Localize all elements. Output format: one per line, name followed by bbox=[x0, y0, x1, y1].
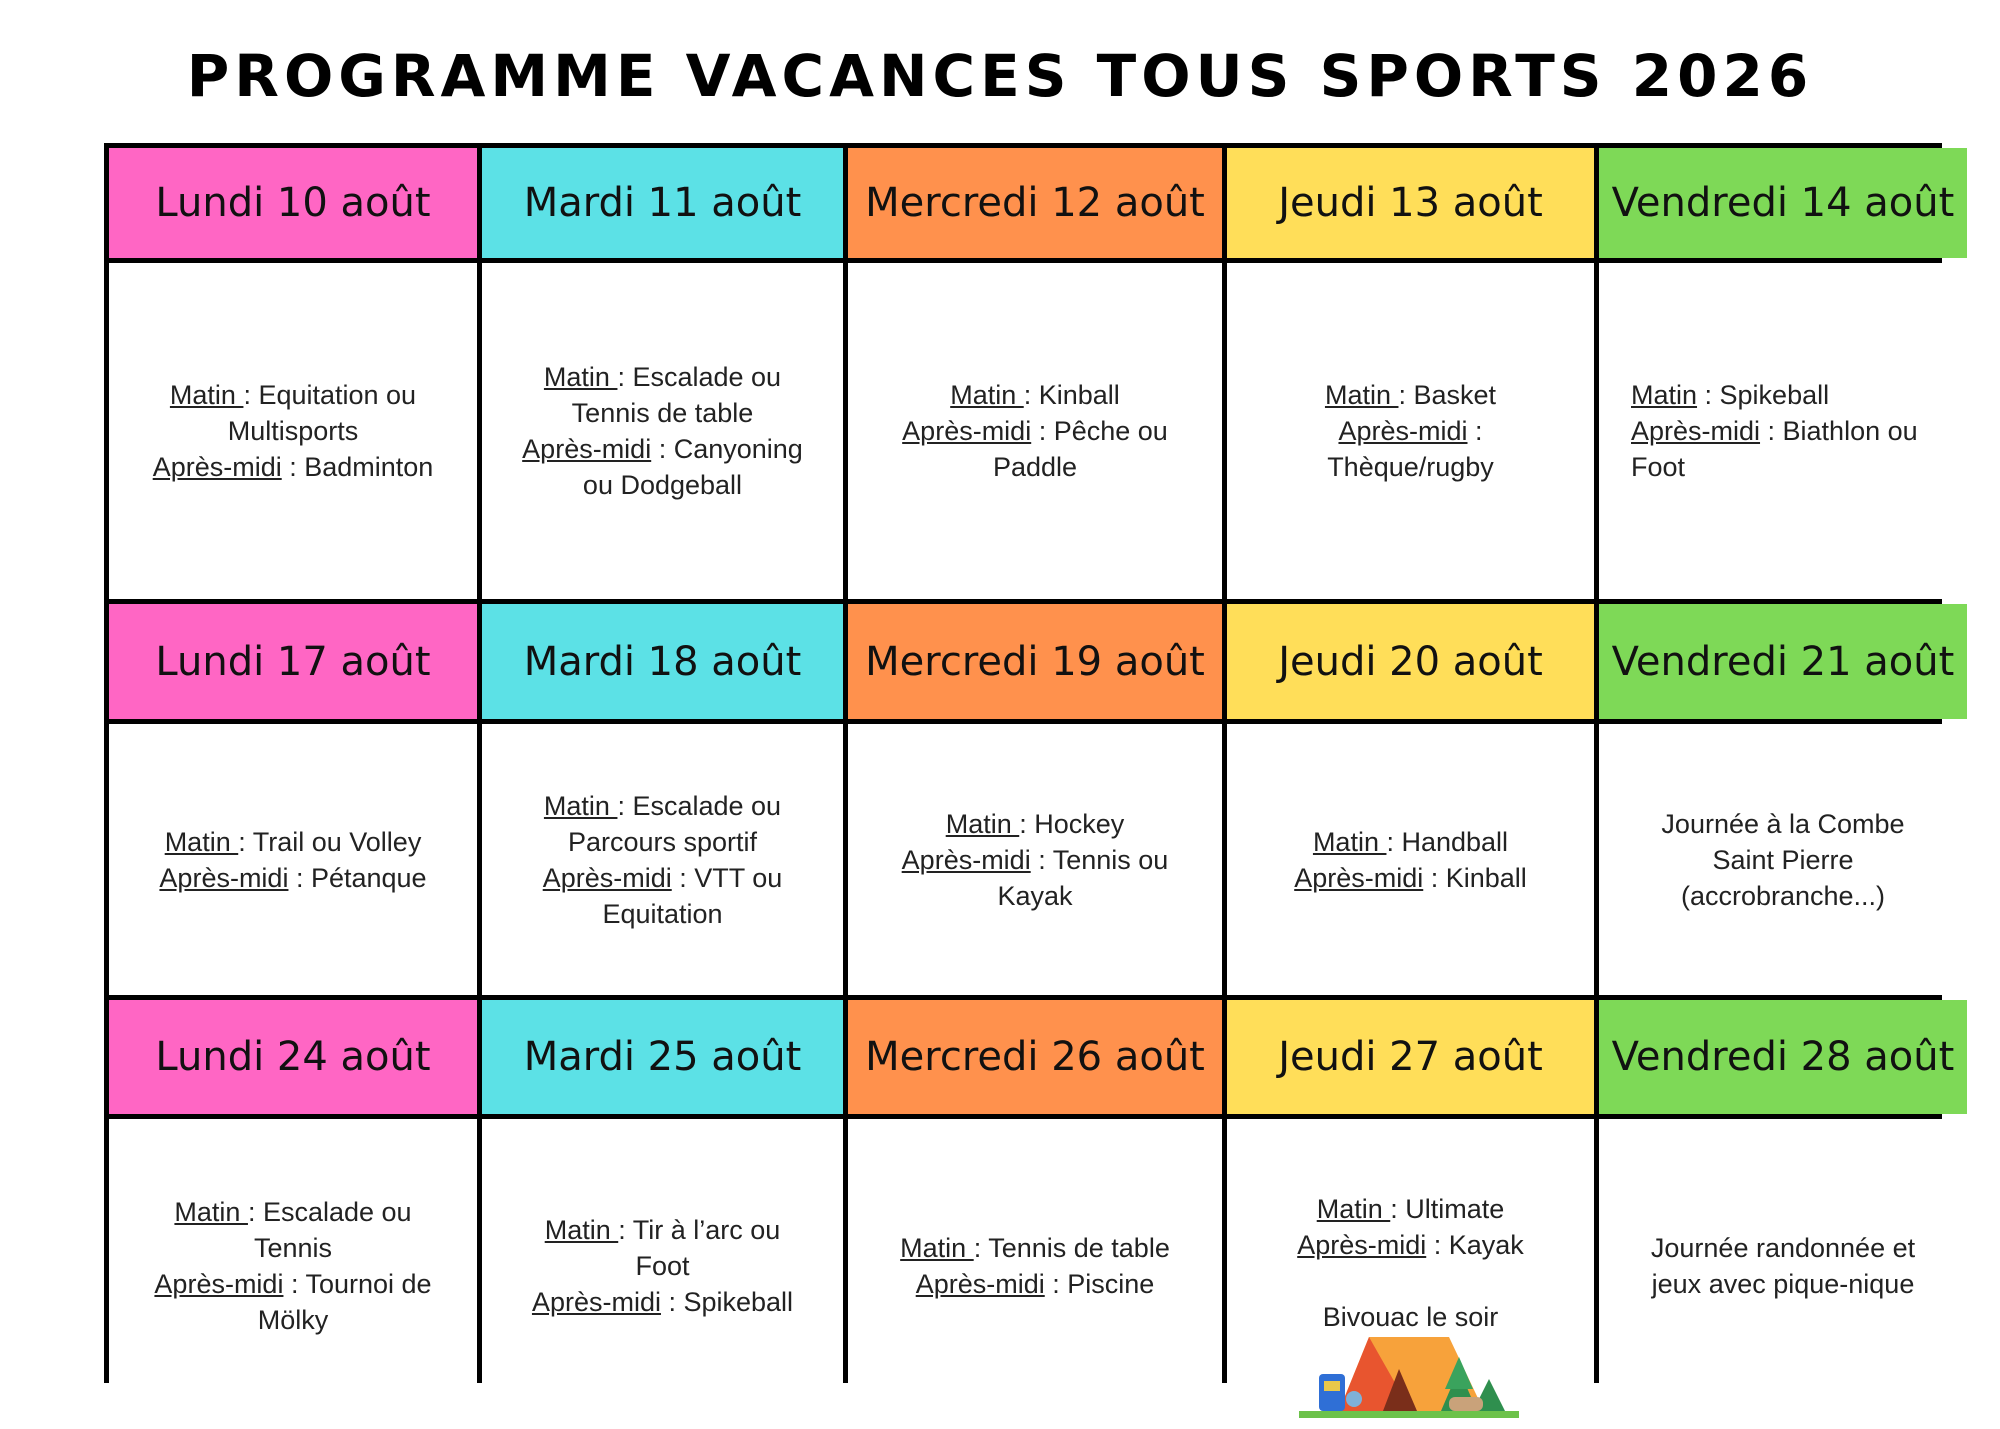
matin-activity-cont: Foot bbox=[635, 1251, 690, 1281]
matin-label: Matin bbox=[1631, 380, 1698, 410]
apres-midi-activity-cont: Foot bbox=[1631, 452, 1686, 482]
schedule-grid bbox=[104, 143, 1955, 1383]
day-header-vendredi: Vendredi 28 août bbox=[1599, 1000, 1967, 1114]
bivouac-text: Bivouac le soir bbox=[1322, 1302, 1499, 1332]
day-header-lundi: Lundi 17 août bbox=[109, 604, 477, 719]
apres-midi-label: Après-midi bbox=[531, 1287, 661, 1317]
day-activity-text: Saint Pierre bbox=[1712, 844, 1854, 875]
day-header-mardi: Mardi 11 août bbox=[482, 148, 843, 258]
day-header-mercredi: Mercredi 26 août bbox=[848, 1000, 1222, 1114]
matin-activity: : Hockey bbox=[1019, 808, 1125, 839]
activity-cell bbox=[848, 1119, 1222, 1413]
apres-midi-label: Après-midi bbox=[1297, 1230, 1427, 1260]
apres-midi-activity: : Tournoi de bbox=[283, 1269, 432, 1299]
day-header-mercredi: Mercredi 12 août bbox=[848, 148, 1222, 258]
matin-activity: : Ultimate bbox=[1390, 1194, 1505, 1224]
matin-label: Matin bbox=[164, 826, 239, 857]
activity-cell bbox=[109, 263, 477, 599]
matin-activity: : Escalade ou bbox=[617, 790, 782, 821]
matin-label: Matin bbox=[1312, 826, 1387, 857]
matin-activity-cont: Multisports bbox=[227, 416, 359, 446]
matin-label: Matin bbox=[544, 1215, 619, 1245]
apres-midi-activity: : Piscine bbox=[1044, 1269, 1155, 1299]
matin-label: Matin bbox=[543, 362, 618, 392]
apres-midi-label: Après-midi bbox=[1631, 416, 1761, 446]
day-header-mercredi: Mercredi 19 août bbox=[848, 604, 1222, 719]
apres-midi-activity-cont: ou Dodgeball bbox=[582, 470, 743, 500]
day-activity-text: Journée randonnée et bbox=[1650, 1233, 1916, 1263]
apres-midi-activity: : VTT ou bbox=[671, 862, 783, 893]
activity-cell bbox=[1227, 263, 1594, 599]
apres-midi-label: Après-midi bbox=[154, 1269, 284, 1299]
apres-midi-label: Après-midi bbox=[902, 416, 1032, 446]
activity-cell bbox=[109, 724, 477, 995]
matin-activity: : Tennis de table bbox=[973, 1233, 1170, 1263]
apres-midi-label: Après-midi bbox=[159, 862, 289, 893]
apres-midi-label: Après-midi bbox=[915, 1269, 1045, 1299]
activity-cell bbox=[1599, 263, 1967, 599]
matin-activity: : Escalade ou bbox=[247, 1197, 412, 1227]
day-header-vendredi: Vendredi 21 août bbox=[1599, 604, 1967, 719]
matin-activity-cont: Parcours sportif bbox=[567, 826, 758, 857]
matin-activity: : Tir à l’arc ou bbox=[618, 1215, 781, 1245]
day-header-mardi: Mardi 25 août bbox=[482, 1000, 843, 1114]
day-header-jeudi: Jeudi 13 août bbox=[1227, 148, 1594, 258]
activity-cell bbox=[1599, 1119, 1967, 1413]
camping-tent-illustration bbox=[1299, 1329, 1519, 1429]
apres-midi-activity: : Badminton bbox=[281, 452, 434, 482]
apres-midi-label: Après-midi bbox=[152, 452, 282, 482]
day-activity-text: (accrobranche...) bbox=[1680, 880, 1886, 911]
apres-midi-label: Après-midi bbox=[542, 862, 672, 893]
apres-midi-activity: : bbox=[1467, 416, 1483, 446]
day-header-jeudi: Jeudi 20 août bbox=[1227, 604, 1594, 719]
apres-midi-label: Après-midi bbox=[901, 844, 1031, 875]
matin-label: Matin bbox=[900, 1233, 974, 1263]
apres-midi-activity: : Kinball bbox=[1423, 862, 1527, 893]
apres-midi-activity-cont: Mölky bbox=[257, 1305, 329, 1335]
activity-cell bbox=[482, 724, 843, 995]
activity-cell bbox=[109, 1119, 477, 1413]
matin-label: Matin bbox=[169, 380, 244, 410]
matin-label: Matin bbox=[543, 790, 618, 821]
matin-activity: : Equitation ou bbox=[243, 380, 417, 410]
activity-cell bbox=[482, 1119, 843, 1413]
activity-cell bbox=[848, 724, 1222, 995]
apres-midi-activity-cont: Equitation bbox=[602, 898, 723, 929]
matin-label: Matin bbox=[174, 1197, 248, 1227]
matin-activity: : Escalade ou bbox=[617, 362, 782, 392]
apres-midi-activity-cont: Paddle bbox=[992, 452, 1078, 482]
activity-cell bbox=[1599, 724, 1967, 995]
apres-midi-activity-cont: Thèque/rugby bbox=[1327, 452, 1494, 482]
matin-activity: : Kinball bbox=[1023, 380, 1120, 410]
apres-midi-activity: : Biathlon ou bbox=[1760, 416, 1918, 446]
activity-cell bbox=[1227, 1119, 1594, 1413]
matin-activity: : Spikeball bbox=[1697, 380, 1830, 410]
apres-midi-activity: : Canyoning bbox=[651, 434, 803, 464]
matin-activity-cont: Tennis bbox=[253, 1233, 333, 1263]
matin-label: Matin bbox=[1324, 380, 1399, 410]
day-activity-text: jeux avec pique-nique bbox=[1651, 1269, 1915, 1299]
day-activity-text: Journée à la Combe bbox=[1661, 808, 1905, 839]
apres-midi-activity: : Tennis ou bbox=[1030, 844, 1169, 875]
activity-cell bbox=[1227, 724, 1594, 995]
matin-activity: : Basket bbox=[1398, 380, 1497, 410]
matin-label: Matin bbox=[950, 380, 1024, 410]
apres-midi-label: Après-midi bbox=[522, 434, 652, 464]
day-header-jeudi: Jeudi 27 août bbox=[1227, 1000, 1594, 1114]
apres-midi-activity: : Spikeball bbox=[660, 1287, 794, 1317]
apres-midi-label: Après-midi bbox=[1338, 416, 1468, 446]
matin-activity: : Handball bbox=[1386, 826, 1509, 857]
matin-activity-cont: Tennis de table bbox=[571, 398, 754, 428]
activity-cell bbox=[848, 263, 1222, 599]
matin-activity: : Trail ou Volley bbox=[238, 826, 422, 857]
page-title: PROGRAMME VACANCES TOUS SPORTS 2026 bbox=[186, 42, 1814, 110]
apres-midi-activity: : Kayak bbox=[1426, 1230, 1524, 1260]
apres-midi-activity: : Pêche ou bbox=[1031, 416, 1168, 446]
day-header-mardi: Mardi 18 août bbox=[482, 604, 843, 719]
day-header-lundi: Lundi 10 août bbox=[109, 148, 477, 258]
day-header-lundi: Lundi 24 août bbox=[109, 1000, 477, 1114]
day-header-vendredi: Vendredi 14 août bbox=[1599, 148, 1967, 258]
apres-midi-activity-cont: Kayak bbox=[997, 880, 1073, 911]
matin-label: Matin bbox=[945, 808, 1020, 839]
apres-midi-activity: : Pétanque bbox=[288, 862, 427, 893]
matin-label: Matin bbox=[1316, 1194, 1391, 1224]
apres-midi-label: Après-midi bbox=[1294, 862, 1424, 893]
activity-cell bbox=[482, 263, 843, 599]
